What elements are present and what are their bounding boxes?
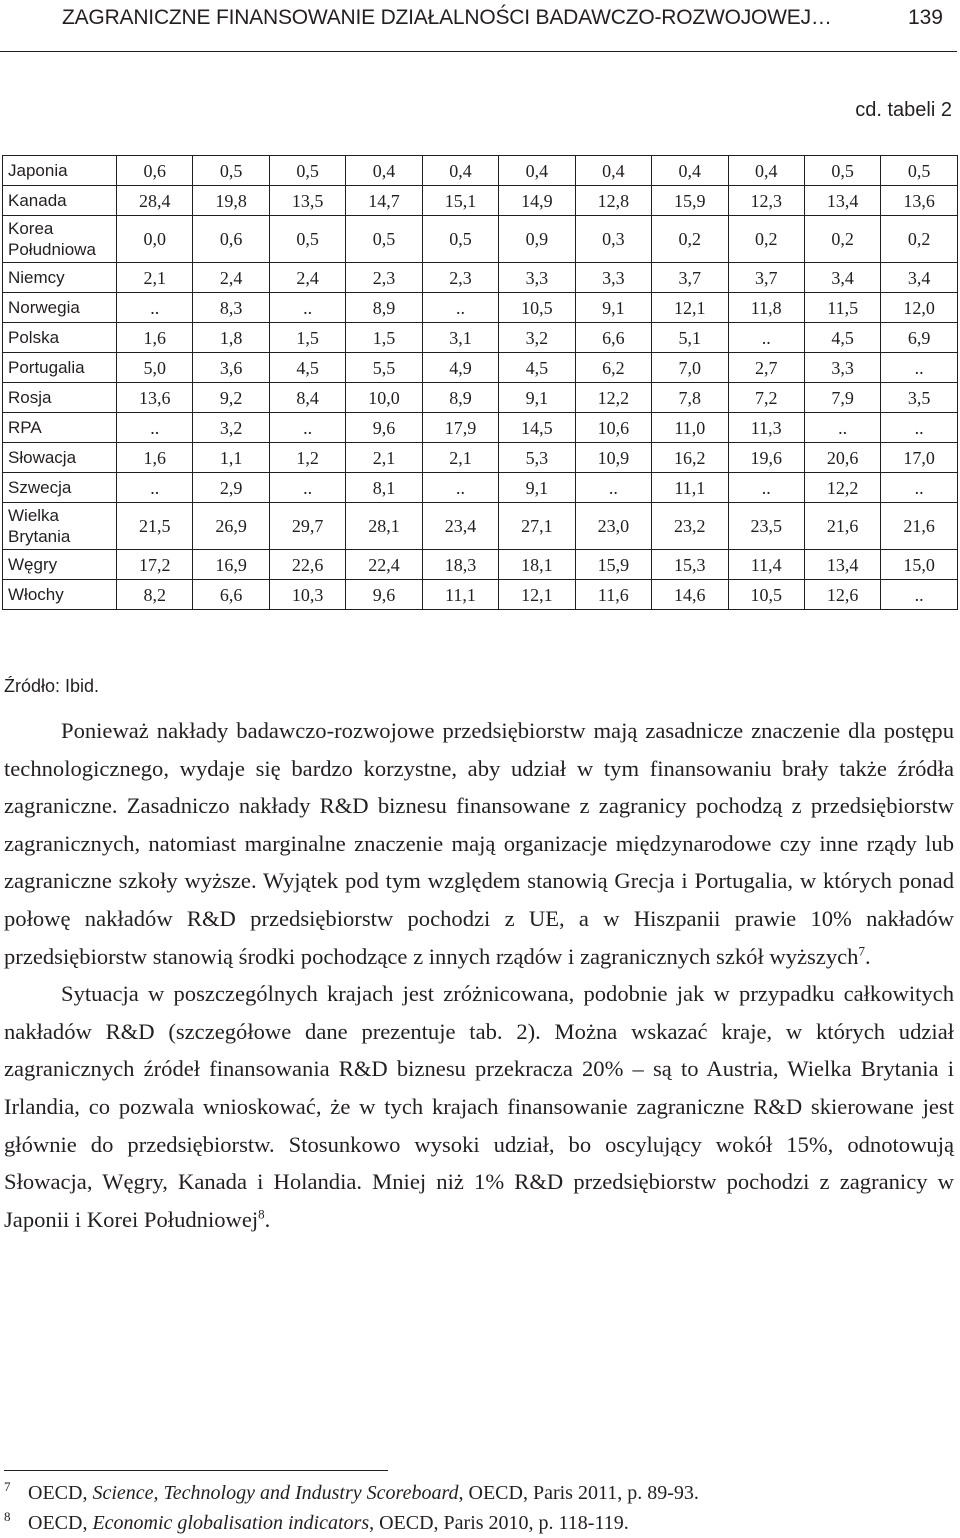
value-cell: 12,6 xyxy=(804,580,880,610)
value-cell: 9,1 xyxy=(499,473,575,503)
value-cell: .. xyxy=(117,473,193,503)
country-cell: Rosja xyxy=(3,383,117,413)
value-cell: 8,4 xyxy=(269,383,345,413)
value-cell: 10,5 xyxy=(499,293,575,323)
value-cell: .. xyxy=(117,293,193,323)
value-cell: 19,6 xyxy=(728,443,804,473)
value-cell: 1,2 xyxy=(269,443,345,473)
value-cell: 4,5 xyxy=(804,323,880,353)
value-cell: 12,0 xyxy=(881,293,957,323)
value-cell: 3,4 xyxy=(881,263,957,293)
value-cell: 2,4 xyxy=(269,263,345,293)
value-cell: 0,5 xyxy=(346,216,422,263)
country-cell: Kanada xyxy=(3,186,117,216)
value-cell: 17,9 xyxy=(422,413,498,443)
table-row xyxy=(3,263,958,293)
value-cell: 12,1 xyxy=(652,293,728,323)
country-cell: Słowacja xyxy=(3,443,117,473)
footnote-title: Economic globalisation indicators xyxy=(92,1512,370,1534)
value-cell: .. xyxy=(422,473,498,503)
value-cell: 1,1 xyxy=(193,443,269,473)
paragraph: Ponieważ nakłady badawczo-rozwojowe przedsiębiorstw mają zasadnicze znaczenie dla postępu technologicznego, wydaje się bardzo korzystne, aby udział w tym finansowaniu brały także źródła zagraniczne. Zasadniczo nakłady R&D biznesu finansowane z zagranicy pochodzą z przedsiębiorstw zagranicznych, natomiast marginalne znaczenie mają organizacje międzynarodowe czy inne rządy lub zagraniczne szkoły wyższe. Wyjątek pod tym względem stanowią Grecja i Portugalia, w których ponad połowę nakładów R&D przedsiębiorstw pochodzi z UE, a w Hiszpanii prawie 10% nakładów przedsiębiorstw stanowią środki pochodzące z innych rządów i zagranicznych szkół wyższych$^7$. xyxy=(4,718,954,969)
value-cell: 15,3 xyxy=(652,550,728,580)
table-row xyxy=(3,503,958,550)
table-row xyxy=(3,443,958,473)
country-cell: Węgry xyxy=(3,550,117,580)
value-cell: .. xyxy=(881,353,957,383)
value-cell: .. xyxy=(881,473,957,503)
value-cell: 4,5 xyxy=(499,353,575,383)
value-cell: .. xyxy=(881,413,957,443)
footnote-divider xyxy=(4,1470,388,1471)
value-cell: 1,6 xyxy=(117,443,193,473)
footnote-title: Science, Technology and Industry Scoreboard xyxy=(92,1482,459,1504)
footnote: 8 OECD, Economic globalisation indicators, OECD, Paris 2010, p. 118-119. xyxy=(4,1509,629,1534)
value-cell: 11,3 xyxy=(728,413,804,443)
value-cell: 3,1 xyxy=(422,323,498,353)
value-cell: 14,5 xyxy=(499,413,575,443)
country-cell: Wielka Brytania xyxy=(3,503,117,550)
value-cell: 7,0 xyxy=(652,353,728,383)
value-cell: 1,8 xyxy=(193,323,269,353)
value-cell: 3,5 xyxy=(881,383,957,413)
value-cell: 12,8 xyxy=(575,186,651,216)
value-cell: 10,6 xyxy=(575,413,651,443)
table-row xyxy=(3,186,958,216)
country-cell: Niemcy xyxy=(3,263,117,293)
value-cell: 28,1 xyxy=(346,503,422,550)
value-cell: 0,4 xyxy=(728,156,804,186)
value-cell: 12,2 xyxy=(575,383,651,413)
value-cell: 8,2 xyxy=(117,580,193,610)
value-cell: 0,2 xyxy=(728,216,804,263)
value-cell: 3,2 xyxy=(499,323,575,353)
value-cell: 1,5 xyxy=(269,323,345,353)
value-cell: 17,0 xyxy=(881,443,957,473)
table-row xyxy=(3,293,958,323)
value-cell: 10,3 xyxy=(269,580,345,610)
value-cell: 2,1 xyxy=(346,443,422,473)
value-cell: 21,5 xyxy=(117,503,193,550)
value-cell: 6,9 xyxy=(881,323,957,353)
value-cell: 0,4 xyxy=(422,156,498,186)
value-cell: .. xyxy=(575,473,651,503)
value-cell: 8,9 xyxy=(422,383,498,413)
value-cell: 1,6 xyxy=(117,323,193,353)
value-cell: 22,4 xyxy=(346,550,422,580)
value-cell: 6,6 xyxy=(193,580,269,610)
value-cell: 23,0 xyxy=(575,503,651,550)
value-cell: .. xyxy=(881,580,957,610)
table-row xyxy=(3,156,958,186)
value-cell: 0,9 xyxy=(499,216,575,263)
value-cell: 23,2 xyxy=(652,503,728,550)
table-caption: cd. tabeli 2 xyxy=(855,99,952,121)
value-cell: 15,9 xyxy=(575,550,651,580)
value-cell: 11,5 xyxy=(804,293,880,323)
value-cell: 7,8 xyxy=(652,383,728,413)
value-cell: 14,6 xyxy=(652,580,728,610)
table-row xyxy=(3,473,958,503)
footnotes xyxy=(4,1478,954,1538)
value-cell: 10,5 xyxy=(728,580,804,610)
value-cell: 2,4 xyxy=(193,263,269,293)
value-cell: .. xyxy=(269,413,345,443)
value-cell: 2,9 xyxy=(193,473,269,503)
value-cell: 23,5 xyxy=(728,503,804,550)
value-cell: 3,6 xyxy=(193,353,269,383)
value-cell: 12,1 xyxy=(499,580,575,610)
value-cell: 16,9 xyxy=(193,550,269,580)
value-cell: 3,2 xyxy=(193,413,269,443)
value-cell: 0,4 xyxy=(575,156,651,186)
value-cell: 12,3 xyxy=(728,186,804,216)
value-cell: 28,4 xyxy=(117,186,193,216)
body-text xyxy=(4,712,954,1238)
value-cell: 0,3 xyxy=(575,216,651,263)
table-row xyxy=(3,383,958,413)
table-row xyxy=(3,353,958,383)
value-cell: 0,6 xyxy=(117,156,193,186)
value-cell: 19,8 xyxy=(193,186,269,216)
value-cell: 21,6 xyxy=(804,503,880,550)
value-cell: 0,5 xyxy=(804,156,880,186)
value-cell: 2,1 xyxy=(422,443,498,473)
table-row xyxy=(3,323,958,353)
value-cell: 16,2 xyxy=(652,443,728,473)
value-cell: 0,4 xyxy=(652,156,728,186)
country-cell: Włochy xyxy=(3,580,117,610)
value-cell: 3,7 xyxy=(652,263,728,293)
value-cell: 11,8 xyxy=(728,293,804,323)
value-cell: 18,3 xyxy=(422,550,498,580)
value-cell: 15,9 xyxy=(652,186,728,216)
value-cell: 0,2 xyxy=(881,216,957,263)
running-title: ZAGRANICZNE FINANSOWANIE DZIAŁALNOŚCI BADAWCZO-ROZWOJOWEJ… xyxy=(62,6,832,29)
value-cell: 0,5 xyxy=(193,156,269,186)
table-row xyxy=(3,413,958,443)
value-cell: 15,0 xyxy=(881,550,957,580)
value-cell: 9,2 xyxy=(193,383,269,413)
table-source: Źródło: Ibid. xyxy=(4,676,100,696)
value-cell: 23,4 xyxy=(422,503,498,550)
value-cell: 13,4 xyxy=(804,550,880,580)
value-cell: 0,6 xyxy=(193,216,269,263)
value-cell: 8,3 xyxy=(193,293,269,323)
value-cell: 0,4 xyxy=(346,156,422,186)
value-cell: .. xyxy=(804,413,880,443)
page-number: 139 xyxy=(907,6,943,29)
value-cell: 27,1 xyxy=(499,503,575,550)
value-cell: .. xyxy=(728,323,804,353)
value-cell: 15,1 xyxy=(422,186,498,216)
country-cell: Korea Południowa xyxy=(3,216,117,263)
value-cell: 2,1 xyxy=(117,263,193,293)
value-cell: 26,9 xyxy=(193,503,269,550)
value-cell: 3,7 xyxy=(728,263,804,293)
paragraph: Sytuacja w poszczególnych krajach jest zróżnicowana, podobnie jak w przypadku całkowitych nakładów R&D (szczegółowe dane prezentuje tab. 2). Można wskazać kraje, w których udział zagranicznych źródeł finansowania R&D biznesu przekracza 20% – są to Austria, Wielka Brytania i Irlandia, co pozwala wnioskować, że w tych krajach finansowanie zagraniczne R&D skierowane jest głównie do przedsiębiorstw. Stosunkowo wysoki udział, bo oscylujący wokół 15%, odnotowują Słowacja, Węgry, Kanada i Holandia. Mniej niż 1% R&D przedsiębiorstw pochodzi z zagranicy w Japonii i Korei Południowej$^8$. xyxy=(4,981,954,1232)
value-cell: 29,7 xyxy=(269,503,345,550)
value-cell: 9,1 xyxy=(575,293,651,323)
value-cell: 11,0 xyxy=(652,413,728,443)
value-cell: 17,2 xyxy=(117,550,193,580)
value-cell: 3,3 xyxy=(575,263,651,293)
value-cell: 2,3 xyxy=(422,263,498,293)
value-cell: 0,2 xyxy=(804,216,880,263)
value-cell: 0,5 xyxy=(269,156,345,186)
value-cell: 1,5 xyxy=(346,323,422,353)
value-cell: 14,9 xyxy=(499,186,575,216)
value-cell: 20,6 xyxy=(804,443,880,473)
value-cell: 0,5 xyxy=(269,216,345,263)
value-cell: 21,6 xyxy=(881,503,957,550)
footnote-ref[interactable]: 7 xyxy=(858,943,865,959)
value-cell: 3,3 xyxy=(804,353,880,383)
value-cell: 10,0 xyxy=(346,383,422,413)
value-cell: .. xyxy=(269,473,345,503)
value-cell: 0,0 xyxy=(117,216,193,263)
value-cell: .. xyxy=(728,473,804,503)
value-cell: 4,9 xyxy=(422,353,498,383)
value-cell: 5,0 xyxy=(117,353,193,383)
value-cell: 18,1 xyxy=(499,550,575,580)
value-cell: 5,5 xyxy=(346,353,422,383)
value-cell: 13,4 xyxy=(804,186,880,216)
country-cell: RPA xyxy=(3,413,117,443)
table-row xyxy=(3,550,958,580)
value-cell: 11,1 xyxy=(652,473,728,503)
value-cell: 11,1 xyxy=(422,580,498,610)
value-cell: 9,6 xyxy=(346,580,422,610)
footnote-ref[interactable]: 8 xyxy=(258,1206,265,1222)
value-cell: 9,6 xyxy=(346,413,422,443)
table-row xyxy=(3,216,958,263)
country-cell: Japonia xyxy=(3,156,117,186)
value-cell: 13,6 xyxy=(117,383,193,413)
value-cell: .. xyxy=(117,413,193,443)
value-cell: 10,9 xyxy=(575,443,651,473)
value-cell: 0,4 xyxy=(499,156,575,186)
value-cell: .. xyxy=(269,293,345,323)
value-cell: 8,1 xyxy=(346,473,422,503)
country-cell: Szwecja xyxy=(3,473,117,503)
value-cell: 6,2 xyxy=(575,353,651,383)
value-cell: 2,3 xyxy=(346,263,422,293)
value-cell: .. xyxy=(422,293,498,323)
value-cell: 2,7 xyxy=(728,353,804,383)
value-cell: 0,2 xyxy=(652,216,728,263)
running-header xyxy=(0,0,957,52)
value-cell: 12,2 xyxy=(804,473,880,503)
footnote: 7 OECD, Science, Technology and Industry Scoreboard, OECD, Paris 2011, p. 89-93. xyxy=(4,1479,699,1504)
table-row xyxy=(3,580,958,610)
value-cell: 7,9 xyxy=(804,383,880,413)
value-cell: 5,1 xyxy=(652,323,728,353)
value-cell: 8,9 xyxy=(346,293,422,323)
value-cell: 14,7 xyxy=(346,186,422,216)
country-cell: Norwegia xyxy=(3,293,117,323)
value-cell: 11,6 xyxy=(575,580,651,610)
value-cell: 5,3 xyxy=(499,443,575,473)
country-cell: Portugalia xyxy=(3,353,117,383)
country-cell: Polska xyxy=(3,323,117,353)
value-cell: 13,5 xyxy=(269,186,345,216)
value-cell: 0,5 xyxy=(422,216,498,263)
value-cell: 7,2 xyxy=(728,383,804,413)
value-cell: 0,5 xyxy=(881,156,957,186)
data-table xyxy=(2,155,958,610)
value-cell: 6,6 xyxy=(575,323,651,353)
value-cell: 22,6 xyxy=(269,550,345,580)
value-cell: 3,4 xyxy=(804,263,880,293)
value-cell: 11,4 xyxy=(728,550,804,580)
value-cell: 9,1 xyxy=(499,383,575,413)
value-cell: 3,3 xyxy=(499,263,575,293)
value-cell: 13,6 xyxy=(881,186,957,216)
value-cell: 4,5 xyxy=(269,353,345,383)
